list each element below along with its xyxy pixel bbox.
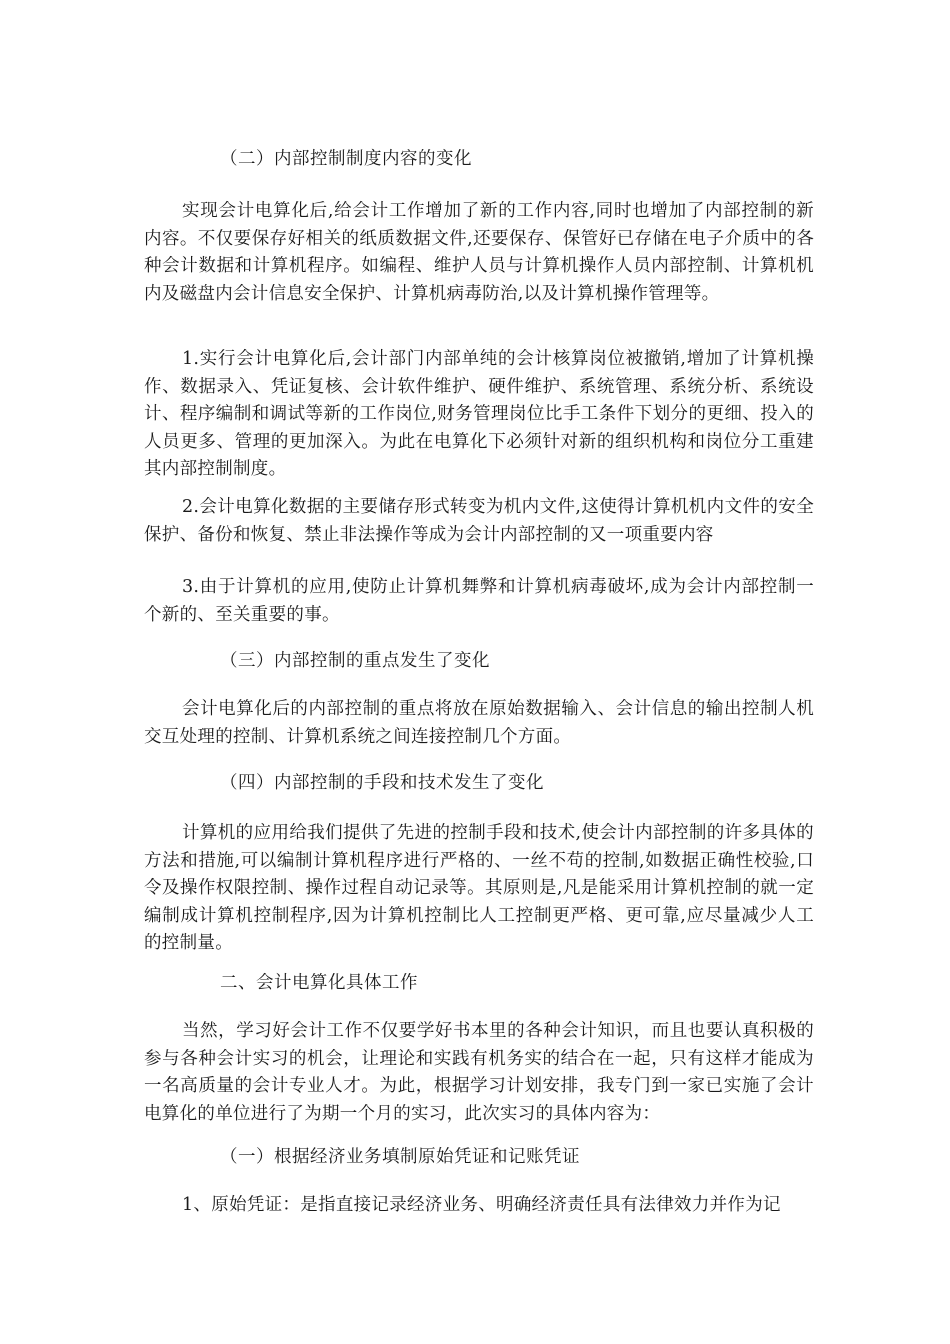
section-heading-specific-work: 二、会计电算化具体工作 [220,973,418,993]
section-heading-internal-control-content: （二）内部控制制度内容的变化 [220,149,472,169]
paragraph-control-means: 计算机的应用给我们提供了先进的控制手段和技术,使会计内部控制的许多具体的方法和措施,可以编制计算机程序进行严格的、一丝不苟的控制,如数据正确性校验,口令及操作权限控制、操作过程自动记录等。其原则是,凡是能采用计算机控制的就一定编制成计算机控制程序,因为计算机控制比人工控制更严格、更可靠,应尽量减少人工的控制量。 [144,823,814,953]
paragraph-original-voucher: 1、原始凭证：是指直接记录经济业务、明确经济责任具有法律效力并作为记 [182,1195,781,1215]
section-heading-control-means: （四）内部控制的手段和技术发生了变化 [220,773,544,793]
paragraph-control-focus: 会计电算化后的内部控制的重点将放在原始数据输入、会计信息的输出控制人机交互处理的控制、计算机系统之间连接控制几个方面。 [144,699,814,747]
section-heading-control-focus: （三）内部控制的重点发生了变化 [220,651,490,671]
paragraph-internship: 当然，学习好会计工作不仅要学好书本里的各种会计知识，而且也要认真积极的参与各种会计实习的机会，让理论和实践有机务实的结合在一起，只有这样才能成为一名高质量的会计专业人才。为此，根据学习计划安排，我专门到一家已实施了会计电算化的单位进行了为期一个月的实习，此次实习的具体内容为： [144,1021,814,1124]
paragraph-item-2: 2.会计电算化数据的主要储存形式转变为机内文件,这使得计算机机内文件的安全保护、备份和恢复、禁止非法操作等成为会计内部控制的又一项重要内容 [144,497,814,545]
section-heading-vouchers: （一）根据经济业务填制原始凭证和记账凭证 [220,1147,580,1167]
paragraph-item-3: 3.由于计算机的应用,使防止计算机舞弊和计算机病毒破坏,成为会计内部控制一个新的、至关重要的事。 [144,577,814,625]
paragraph-item-1: 1.实行会计电算化后,会计部门内部单纯的会计核算岗位被撤销,增加了计算机操作、数据录入、凭证复核、会计软件维护、硬件维护、系统管理、系统分析、系统设计、程序编制和调试等新的工作岗位,财务管理岗位比手工条件下划分的更细、投入的人员更多、管理的更加深入。为此在电算化下必须针对新的组织机构和岗位分工重建其内部控制制度。 [144,349,814,479]
paragraph-new-content: 实现会计电算化后,给会计工作增加了新的工作内容,同时也增加了内部控制的新内容。不仅要保存好相关的纸质数据文件,还要保存、保管好已存储在电子介质中的各种会计数据和计算机程序。如编程、维护人员与计算机操作人员内部控制、计算机机内及磁盘内会计信息安全保护、计算机病毒防治,以及计算机操作管理等。 [144,201,814,304]
